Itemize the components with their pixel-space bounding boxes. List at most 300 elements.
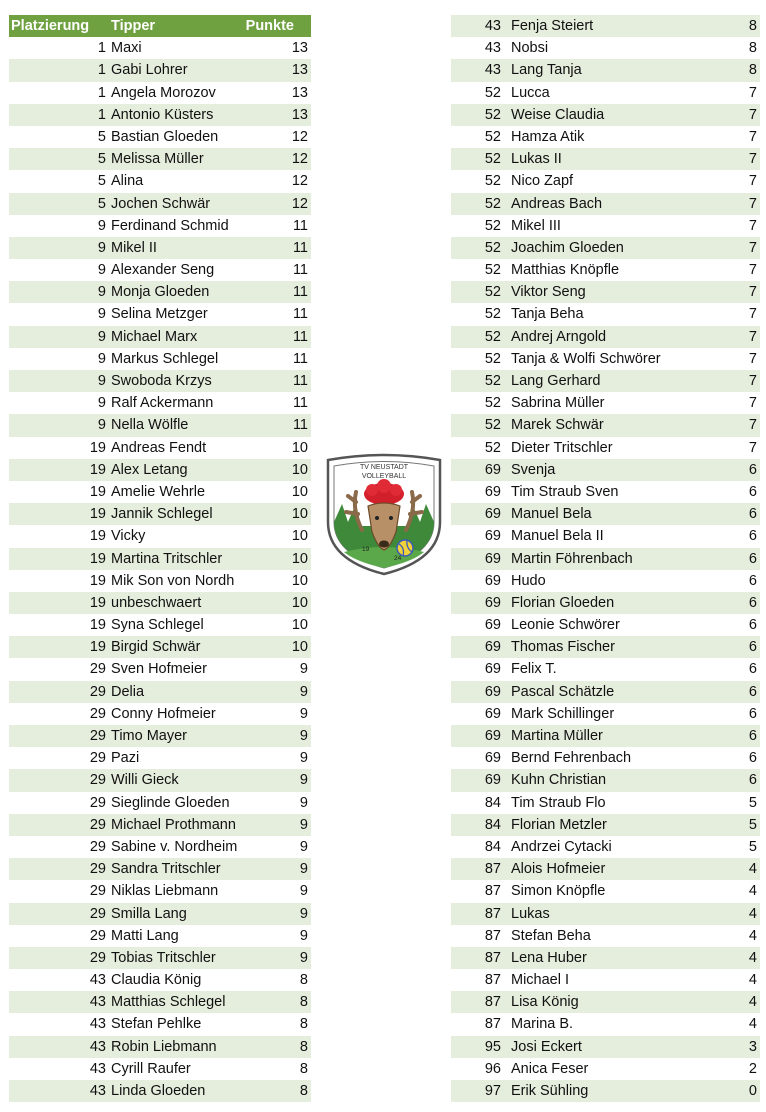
table-row [451, 570, 760, 592]
rank-cell: 29 [89, 661, 106, 678]
header-points: Punkte [245, 18, 294, 34]
table-row [9, 104, 311, 126]
rank-cell: 69 [484, 550, 501, 567]
ranking-table-left [9, 15, 311, 1102]
points-cell: 7 [748, 262, 757, 279]
name-cell: Martina Müller [511, 728, 603, 744]
rank-cell: 52 [484, 306, 501, 323]
name-cell: Conny Hofmeier [111, 705, 216, 722]
rank-cell: 69 [484, 750, 501, 767]
table-row [451, 82, 760, 104]
name-cell: Tim Straub Flo [511, 794, 606, 811]
name-cell: Markus Schlegel [111, 350, 219, 367]
name-cell: Vicky [111, 528, 146, 545]
logo-year-right: 24 [394, 555, 402, 562]
points-cell: 6 [748, 483, 757, 500]
rank-cell: 52 [484, 439, 501, 456]
name-cell: Fenja Steiert [511, 18, 594, 34]
rank-cell: 95 [484, 1038, 501, 1055]
table-row [9, 437, 311, 459]
rank-cell: 29 [89, 949, 106, 966]
points-cell: 13 [291, 40, 308, 57]
rank-cell: 9 [97, 417, 106, 434]
rank-cell: 87 [484, 883, 501, 900]
rank-cell: 29 [89, 883, 106, 900]
table-row [9, 636, 311, 658]
rank-cell: 69 [484, 639, 501, 656]
left-rows [9, 37, 311, 1102]
rank-cell: 87 [484, 927, 501, 944]
points-cell: 7 [748, 350, 757, 367]
points-cell: 9 [299, 750, 308, 767]
table-row [451, 769, 760, 791]
points-cell: 11 [292, 239, 308, 256]
table-row [9, 237, 311, 259]
points-cell: 10 [291, 528, 308, 545]
table-row [451, 1080, 760, 1102]
rank-cell: 87 [484, 905, 501, 922]
table-row [9, 170, 311, 192]
table-row [9, 548, 311, 570]
name-cell: unbeschwaert [111, 594, 202, 611]
rank-cell: 5 [97, 128, 106, 145]
name-cell: Lukas [511, 905, 550, 922]
name-cell: Lucca [511, 84, 550, 101]
club-logo [322, 452, 446, 576]
name-cell: Alexander Seng [111, 262, 215, 279]
rank-cell: 52 [484, 106, 501, 123]
name-cell: Pascal Schätzle [511, 683, 615, 700]
points-cell: 9 [299, 728, 308, 744]
table-row [451, 303, 760, 325]
table-row [451, 1058, 760, 1080]
rank-cell: 52 [484, 128, 501, 145]
points-cell: 9 [299, 927, 308, 944]
rank-cell: 69 [484, 483, 501, 500]
name-cell: Joachim Gloeden [511, 239, 624, 256]
rank-cell: 69 [484, 772, 501, 789]
name-cell: Ferdinand Schmid [111, 217, 229, 234]
name-cell: Stefan Beha [511, 927, 591, 944]
name-cell: Lisa König [511, 994, 579, 1011]
logo-text-bottom: VOLLEYBALL [361, 473, 407, 480]
table-row [9, 947, 311, 969]
rank-cell: 9 [97, 373, 106, 389]
table-row [451, 170, 760, 192]
rank-cell: 19 [89, 639, 106, 656]
rank-cell: 19 [89, 483, 106, 500]
name-cell: Nella Wölfle [111, 417, 189, 434]
table-row [451, 703, 760, 725]
table-row [451, 747, 760, 769]
table-row [451, 814, 760, 836]
points-cell: 10 [291, 483, 308, 500]
table-row [9, 126, 311, 148]
rank-cell: 43 [484, 18, 501, 34]
name-cell: Maxi [111, 40, 142, 57]
rank-cell: 19 [89, 461, 106, 478]
table-row [9, 814, 311, 836]
table-row [451, 991, 760, 1013]
rank-cell: 19 [89, 594, 106, 611]
table-row [9, 481, 311, 503]
table-row [451, 681, 760, 703]
rank-cell: 52 [484, 84, 501, 101]
name-cell: Pazi [111, 750, 140, 767]
rank-cell: 69 [484, 506, 501, 523]
points-cell: 7 [748, 151, 757, 168]
name-cell: Robin Liebmann [111, 1038, 217, 1055]
points-cell: 6 [748, 750, 757, 767]
table-row [451, 326, 760, 348]
points-cell: 7 [748, 439, 757, 456]
table-row [451, 969, 760, 991]
points-cell: 11 [292, 306, 308, 323]
name-cell: Tobias Tritschler [111, 949, 216, 966]
table-row [9, 792, 311, 814]
points-cell: 3 [748, 1038, 757, 1055]
table-row [9, 525, 311, 547]
rank-cell: 19 [89, 439, 106, 456]
points-cell: 7 [748, 417, 757, 434]
points-cell: 7 [748, 173, 757, 190]
points-cell: 6 [748, 528, 757, 545]
name-cell: Melissa Müller [111, 151, 204, 168]
points-cell: 8 [748, 18, 757, 34]
points-cell: 8 [299, 1038, 308, 1055]
name-cell: Mark Schillinger [511, 705, 615, 722]
rank-cell: 52 [484, 217, 501, 234]
table-row [451, 459, 760, 481]
name-cell: Erik Sühling [511, 1083, 589, 1099]
rank-cell: 1 [97, 84, 106, 101]
table-row [451, 1013, 760, 1035]
table-row [9, 148, 311, 170]
rank-cell: 69 [484, 461, 501, 478]
table-row [9, 348, 311, 370]
points-cell: 7 [748, 306, 757, 323]
rank-cell: 52 [484, 262, 501, 279]
points-cell: 8 [299, 972, 308, 989]
points-cell: 8 [299, 1060, 308, 1077]
table-row [451, 481, 760, 503]
table-row [451, 59, 760, 81]
rank-cell: 52 [484, 395, 501, 412]
rank-cell: 87 [484, 994, 501, 1011]
name-cell: Simon Knöpfle [511, 883, 606, 900]
rank-cell: 52 [484, 151, 501, 168]
name-cell: Matthias Schlegel [111, 994, 226, 1011]
name-cell: Martin Föhrenbach [511, 550, 633, 567]
rank-cell: 69 [484, 661, 501, 678]
name-cell: Niklas Liebmann [111, 883, 219, 900]
rank-cell: 29 [89, 728, 106, 744]
name-cell: Lukas II [511, 151, 562, 168]
name-cell: Nobsi [511, 40, 549, 57]
table-row [9, 37, 311, 59]
table-row [9, 1080, 311, 1102]
name-cell: Bastian Gloeden [111, 128, 219, 145]
points-cell: 12 [291, 195, 308, 212]
points-cell: 7 [748, 217, 757, 234]
table-row [451, 880, 760, 902]
rank-cell: 87 [484, 972, 501, 989]
name-cell: Josi Eckert [511, 1038, 582, 1055]
points-cell: 10 [291, 461, 308, 478]
table-row [451, 392, 760, 414]
name-cell: Anica Feser [511, 1060, 589, 1077]
rank-cell: 1 [97, 106, 106, 123]
name-cell: Michael Marx [111, 328, 198, 345]
table-row [451, 237, 760, 259]
name-cell: Hudo [511, 572, 546, 589]
name-cell: Andrzei Cytacki [511, 838, 612, 855]
points-cell: 9 [299, 861, 308, 878]
table-row [451, 725, 760, 747]
points-cell: 9 [299, 838, 308, 855]
points-cell: 7 [748, 239, 757, 256]
name-cell: Mikel II [111, 239, 157, 256]
table-row [451, 281, 760, 303]
table-row [9, 326, 311, 348]
table-row [9, 215, 311, 237]
name-cell: Manuel Bela II [511, 528, 604, 545]
name-cell: Andreas Fendt [111, 439, 207, 456]
table-row [451, 636, 760, 658]
points-cell: 2 [748, 1060, 757, 1077]
name-cell: Lena Huber [511, 949, 587, 966]
table-row [451, 503, 760, 525]
points-cell: 11 [292, 262, 308, 279]
name-cell: Felix T. [511, 661, 557, 678]
points-cell: 10 [291, 594, 308, 611]
rank-cell: 87 [484, 949, 501, 966]
name-cell: Sieglinde Gloeden [111, 794, 230, 811]
name-cell: Angela Morozov [111, 84, 216, 101]
points-cell: 9 [299, 683, 308, 700]
rank-cell: 1 [97, 62, 106, 79]
points-cell: 9 [299, 705, 308, 722]
rank-cell: 52 [484, 195, 501, 212]
name-cell: Swoboda Krzys [111, 373, 212, 389]
points-cell: 7 [748, 195, 757, 212]
rank-cell: 9 [97, 239, 106, 256]
rank-cell: 43 [484, 62, 501, 79]
name-cell: Nico Zapf [511, 173, 574, 190]
table-row [451, 836, 760, 858]
points-cell: 13 [291, 62, 308, 79]
rank-cell: 29 [89, 927, 106, 944]
name-cell: Michael I [511, 972, 570, 989]
rank-cell: 29 [89, 772, 106, 789]
name-cell: Gabi Lohrer [111, 62, 188, 79]
table-header [9, 15, 311, 37]
points-cell: 10 [291, 617, 308, 634]
name-cell: Sabrina Müller [511, 395, 605, 412]
points-cell: 9 [299, 816, 308, 833]
points-cell: 4 [748, 905, 757, 922]
points-cell: 10 [291, 550, 308, 567]
table-row [451, 658, 760, 680]
rank-cell: 29 [89, 683, 106, 700]
rank-cell: 84 [484, 816, 501, 833]
rank-cell: 52 [484, 350, 501, 367]
points-cell: 7 [748, 328, 757, 345]
rank-cell: 52 [484, 373, 501, 389]
table-row [9, 392, 311, 414]
points-cell: 10 [291, 506, 308, 523]
rank-cell: 29 [89, 816, 106, 833]
table-row [9, 880, 311, 902]
points-cell: 13 [291, 106, 308, 123]
name-cell: Florian Gloeden [511, 594, 615, 611]
name-cell: Sven Hofmeier [111, 661, 207, 678]
points-cell: 12 [291, 151, 308, 168]
table-row [451, 414, 760, 436]
points-cell: 11 [292, 217, 308, 234]
name-cell: Amelie Wehrle [111, 483, 206, 500]
name-cell: Sabine v. Nordheim [111, 838, 238, 855]
table-row [9, 925, 311, 947]
table-row [451, 947, 760, 969]
table-row [451, 548, 760, 570]
rank-cell: 9 [97, 284, 106, 301]
points-cell: 6 [748, 617, 757, 634]
rank-cell: 9 [97, 262, 106, 279]
points-cell: 6 [748, 550, 757, 567]
rank-cell: 43 [89, 1060, 106, 1077]
points-cell: 6 [748, 594, 757, 611]
rank-cell: 29 [89, 750, 106, 767]
rank-cell: 69 [484, 594, 501, 611]
name-cell: Ralf Ackermann [111, 395, 214, 412]
points-cell: 9 [299, 905, 308, 922]
points-cell: 12 [291, 173, 308, 190]
name-cell: Weise Claudia [511, 106, 605, 123]
name-cell: Florian Metzler [511, 816, 607, 833]
points-cell: 10 [291, 639, 308, 656]
points-cell: 10 [291, 439, 308, 456]
table-row [451, 1036, 760, 1058]
points-cell: 7 [748, 373, 757, 389]
points-cell: 6 [748, 572, 757, 589]
table-row [9, 725, 311, 747]
rank-cell: 69 [484, 617, 501, 634]
table-row [9, 903, 311, 925]
rank-cell: 69 [484, 528, 501, 545]
name-cell: Bernd Fehrenbach [511, 750, 632, 767]
table-row [9, 281, 311, 303]
rank-cell: 87 [484, 1016, 501, 1033]
ranking-table-right [451, 15, 760, 1102]
table-row [451, 858, 760, 880]
points-cell: 5 [748, 794, 757, 811]
rank-cell: 29 [89, 705, 106, 722]
name-cell: Syna Schlegel [111, 617, 204, 634]
table-row [9, 592, 311, 614]
points-cell: 7 [748, 284, 757, 301]
points-cell: 4 [748, 1016, 757, 1033]
points-cell: 5 [748, 838, 757, 855]
name-cell: Hamza Atik [511, 128, 585, 145]
rank-cell: 9 [97, 328, 106, 345]
name-cell: Andrej Arngold [511, 328, 607, 345]
rank-cell: 19 [89, 506, 106, 523]
rank-cell: 43 [89, 1038, 106, 1055]
points-cell: 7 [748, 128, 757, 145]
table-row [9, 681, 311, 703]
points-cell: 8 [299, 1016, 308, 1033]
rank-cell: 43 [89, 994, 106, 1011]
points-cell: 5 [748, 816, 757, 833]
rank-cell: 9 [97, 306, 106, 323]
name-cell: Leonie Schwörer [511, 617, 620, 634]
rank-cell: 69 [484, 572, 501, 589]
rank-cell: 9 [97, 350, 106, 367]
points-cell: 8 [748, 62, 757, 79]
rank-cell: 19 [89, 528, 106, 545]
name-cell: Sandra Tritschler [111, 861, 221, 878]
name-cell: Matthias Knöpfle [511, 262, 620, 279]
name-cell: Viktor Seng [511, 284, 586, 301]
name-cell: Michael Prothmann [111, 816, 236, 833]
name-cell: Antonio Küsters [111, 106, 214, 123]
name-cell: Delia [111, 683, 145, 700]
table-row [9, 259, 311, 281]
points-cell: 9 [299, 883, 308, 900]
name-cell: Marek Schwär [511, 417, 604, 434]
name-cell: Selina Metzger [111, 306, 208, 323]
table-row [9, 503, 311, 525]
table-row [9, 1036, 311, 1058]
rank-cell: 52 [484, 417, 501, 434]
name-cell: Alina [111, 173, 144, 190]
rank-cell: 84 [484, 838, 501, 855]
table-row [451, 193, 760, 215]
rank-cell: 19 [89, 550, 106, 567]
name-cell: Linda Gloeden [111, 1083, 206, 1099]
name-cell: Monja Gloeden [111, 284, 210, 301]
points-cell: 8 [299, 1083, 308, 1099]
table-row [9, 1013, 311, 1035]
rank-cell: 97 [484, 1083, 501, 1099]
name-cell: Willi Gieck [111, 772, 179, 789]
points-cell: 6 [748, 683, 757, 700]
table-row [9, 836, 311, 858]
name-cell: Martina Tritschler [111, 550, 223, 567]
points-cell: 11 [292, 417, 308, 434]
rank-cell: 52 [484, 173, 501, 190]
points-cell: 4 [748, 949, 757, 966]
name-cell: Dieter Tritschler [511, 439, 613, 456]
points-cell: 7 [748, 106, 757, 123]
table-row [9, 193, 311, 215]
name-cell: Lang Tanja [511, 62, 582, 79]
name-cell: Thomas Fischer [511, 639, 615, 656]
points-cell: 11 [292, 328, 308, 345]
table-row [9, 991, 311, 1013]
table-row [451, 148, 760, 170]
name-cell: Birgid Schwär [111, 639, 201, 656]
rank-cell: 84 [484, 794, 501, 811]
rank-cell: 43 [89, 1016, 106, 1033]
rank-cell: 43 [484, 40, 501, 57]
name-cell: Kuhn Christian [511, 772, 607, 789]
table-row [9, 703, 311, 725]
table-row [9, 59, 311, 81]
points-cell: 9 [299, 661, 308, 678]
points-cell: 4 [748, 972, 757, 989]
